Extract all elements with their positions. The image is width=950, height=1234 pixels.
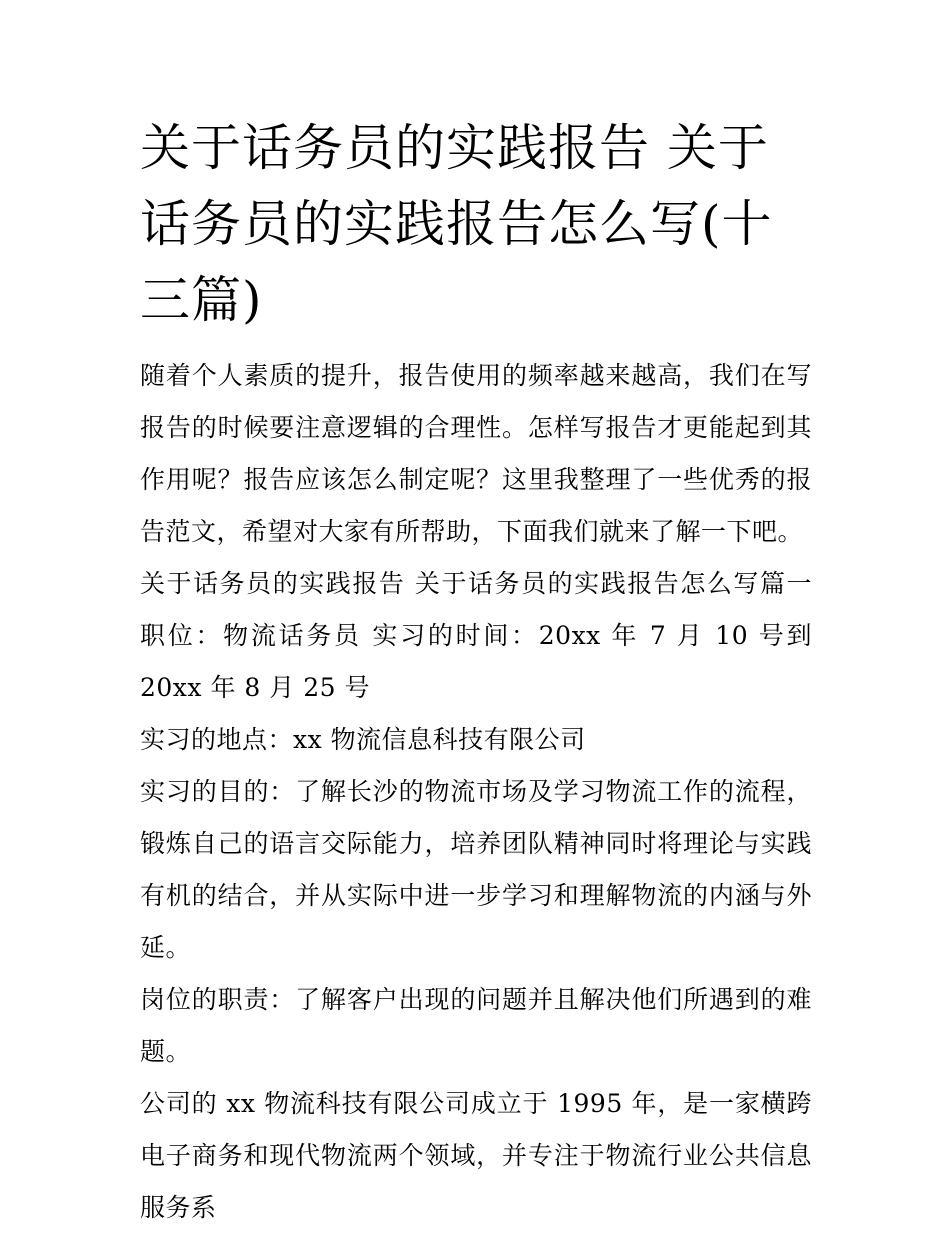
duties-paragraph: 岗位的职责：了解客户出现的问题并且解决他们所遇到的难题。 [140,985,812,1066]
purpose-paragraph: 实习的目的：了解长沙的物流市场及学习物流工作的流程，锻炼自己的语言交际能力，培养团队精神同时将理论与实践有机的结合，并从实际中进一步学习和理解物流的内涵与外延。 [140,777,812,962]
document-title: 关于话务员的实践报告 关于话务员的实践报告怎么写(十三篇) [140,119,773,329]
location-paragraph: 实习的地点：xx 物流信息科技有限公司 [140,725,586,754]
intro-paragraph: 随着个人素质的提升，报告使用的频率越来越高，我们在写报告的时候要注意逻辑的合理性。怎样写报告才更能起到其作用呢？报告应该怎么制定呢？这里我整理了一些优秀的报告范文，希望对大家有所帮助，下面我们就来了解一下吧。 [140,361,812,546]
position-paragraph: 关于话务员的实践报告 关于话务员的实践报告怎么写篇一 职位：物流话务员 实习的时间：20xx 年 7 月 10 号到 20xx 年 8 月 25 号 [140,569,812,702]
company-paragraph: 公司的 xx 物流科技有限公司成立于 1995 年，是一家横跨电子商务和现代物流两个领域，并专注于物流行业公共信息服务系 [140,1089,812,1222]
document-page [140,110,812,1234]
